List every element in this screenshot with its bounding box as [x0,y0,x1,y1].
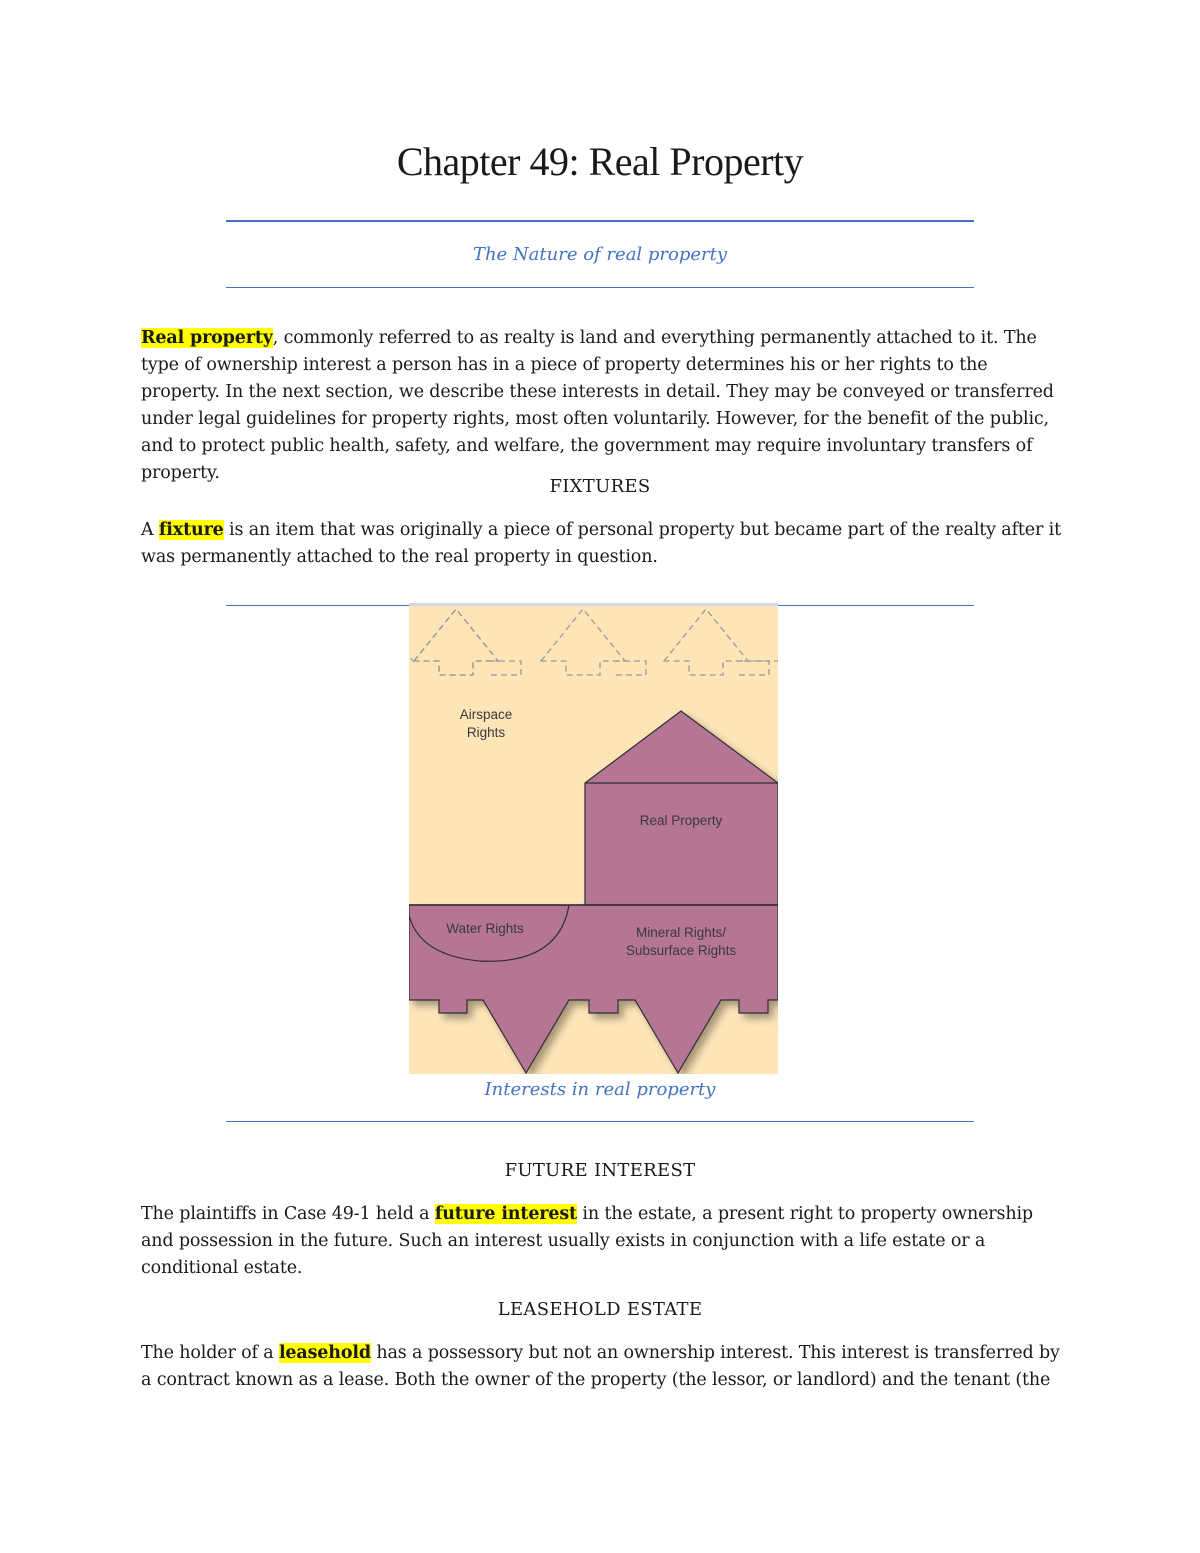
fixtures-prefix: A [141,520,159,540]
fixtures-paragraph [141,517,1061,571]
label-airspace-2: Rights [466,725,506,740]
page-title: Chapter 49: Real Property [396,139,804,184]
highlight-future-interest: future interest [434,1204,577,1224]
intro-text: , commonly referred to as realty is land and everything permanently attached to it. The type of ownership interest a person has in a piece of property determines his or her rights to the property. In the next section, we describe these interests in detail. They may be conveyed or transferred under legal guidelines for property rights, most often voluntarily. However, for the benefit of the public, and to protect public health, safety, and welfare, the government may require involuntary transfers of property. [141,328,1054,483]
leasehold-text: has a possessory but not an ownership interest. This interest is transferred by a contract known as a lease. Both the owner of the property (the lessor, or landlord) and the tenant (the [141,1343,1060,1390]
heading-future-interest: FUTURE INTEREST [504,1160,696,1181]
highlight-leasehold: leasehold [278,1343,371,1363]
label-mineral-2: Subsurface Rights [625,943,737,958]
figure-bottom-divider [226,1121,974,1122]
label-mineral-1: Mineral Rights/ [635,925,727,940]
figure-caption: Interests in real property [484,1079,716,1100]
label-real-property: Real Property [639,813,723,828]
leasehold-prefix: The holder of a [141,1343,279,1363]
highlight-fixture: fixture [158,520,224,540]
title-divider [226,220,974,222]
intro-paragraph [141,325,1061,487]
section-subtitle: The Nature of real property [472,244,728,265]
future-interest-text: in the estate, a present right to property ownership and possession in the future. Such an interest usually exists in conjunction with a life estate or a conditional estate. [141,1204,1033,1278]
label-airspace-1: Airspace [459,707,513,722]
property-rights-diagram [409,603,778,1074]
subtitle-divider [226,287,974,288]
future-interest-paragraph [141,1201,1061,1282]
property-rights-figure [409,603,778,1074]
heading-fixtures: FIXTURES [549,476,651,497]
label-water-rights: Water Rights [446,921,524,936]
leasehold-paragraph [141,1340,1061,1394]
highlight-real-property: Real property [141,328,273,348]
future-interest-prefix: The plaintiffs in Case 49-1 held a [141,1204,435,1224]
heading-leasehold-estate: LEASEHOLD ESTATE [497,1299,703,1320]
fixtures-text: is an item that was originally a piece of personal property but became part of the realty after it was permanently attached to the real property in question. [141,520,1061,567]
